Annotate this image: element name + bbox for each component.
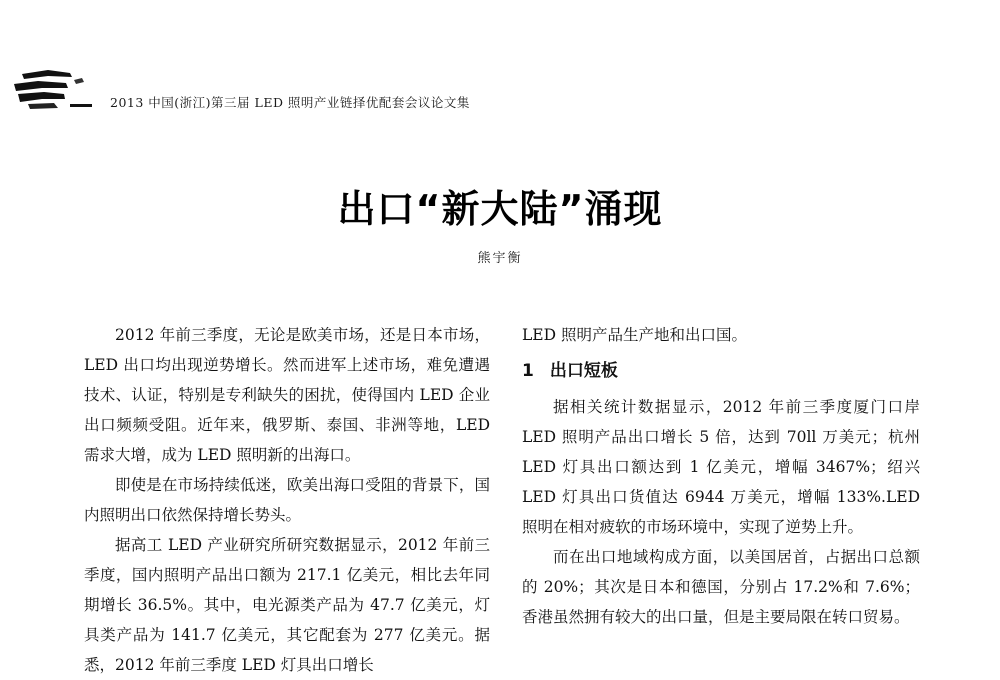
body-paragraph: 据高工 LED 产业研究所研究数据显示，2012 年前三季度，国内照明产品出口额为 217.1 亿美元，相比去年同期增长 36.5%。其中，电光源类产品为 47.7 亿美元，灯具类产品为 141.7 亿美元，其它配套为 277 亿美元。据悉，2012 年前三季度 LED 灯具出口增长	[84, 536, 490, 674]
article-author: 熊宇衡	[477, 251, 523, 266]
section-title: 出口短板	[549, 361, 618, 381]
left-column	[84, 320, 490, 680]
body-paragraph: 即使是在市场持续低迷，欧美出海口受阻的背景下，国内照明出口依然保持增长势头。	[84, 476, 490, 524]
continued-paragraph: LED 照明产品生产地和出口国。	[522, 326, 747, 344]
running-head: 2013 中国(浙江)第三届 LED 照明产业链择优配套会议论文集	[110, 95, 470, 110]
body-paragraph: 据相关统计数据显示，2012 年前三季度厦门口岸 LED 照明产品出口增长 5 倍，达到 70ll 万美元；杭州 LED 灯具出口额达到 1 亿美元，增幅 3467%；绍兴 LED 灯具出口货值达 6944 万美元，增幅 133%.LED 照明在相对疲软的市场环境中，实现了逆势上升。	[522, 398, 920, 536]
section-number: 1	[522, 361, 534, 381]
body-paragraph: 而在出口地域构成方面，以美国居首，占据出口总额的 20%；其次是日本和德国，分别占 17.2%和 7.6%；香港虽然拥有较大的出口量，但是主要局限在转口贸易。	[522, 548, 920, 626]
article-title: 出口“新大陆”涌现	[337, 187, 663, 231]
conference-logo-icon	[8, 64, 96, 112]
body-paragraph: 2012 年前三季度，无论是欧美市场，还是日本市场，LED 出口均出现逆势增长。然而进军上述市场，难免遭遇技术、认证，特别是专利缺失的困扰，使得国内 LED 企业出口频频受阻。近年来，俄罗斯、泰国、非洲等地，LED 需求大增，成为 LED 照明新的出海口。	[84, 326, 490, 464]
section-heading	[522, 354, 920, 388]
right-column	[522, 320, 920, 632]
